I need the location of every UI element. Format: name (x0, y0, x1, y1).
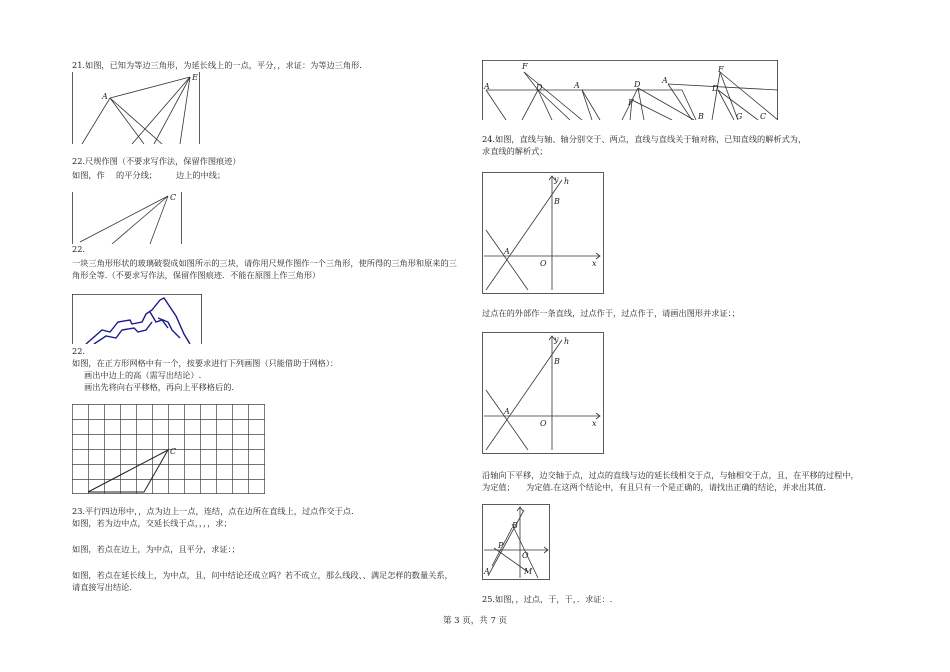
label-h: h (564, 177, 570, 186)
label-B: B (512, 521, 518, 530)
q23-line1: 23.平行四边形中，，点为边上一点，连结，点在边所在直线上，过点作交于点. (72, 506, 354, 516)
q23-line4: 如图，若点在延长线上，为中点，且，问中结论还成立吗？若不成立，那么线段、、满足怎样的数量关系， (72, 570, 453, 580)
q24-line1: 24.如图，直线与轴、轴分别交于、两点，直线与直线关于轴对称，已知直线的解析式为， (482, 134, 807, 144)
q24-line5b: 为定值.在这两个结论中，有且只有一个是正确的，请找出正确的结论，并求出其值. (526, 482, 826, 492)
label-D2: D (634, 80, 641, 89)
q22b-line2: 角形全等.（不要求写作法，保留作图痕迹．不能在原图上作三角形） (72, 270, 321, 280)
label-A: A (484, 567, 490, 576)
label-F3: F (718, 65, 724, 74)
figure-q22b-glass (72, 294, 202, 344)
label-A3: A (662, 76, 668, 85)
q21-text: 21.如图，已知为等边三角形，为延长线上的一点，平分，，求证：为等边三角形. (72, 60, 362, 70)
label-F2: F (628, 98, 634, 107)
q24-line2: 求直线的解析式； (482, 146, 548, 156)
label-A2: A (574, 81, 580, 90)
label-x: x (592, 419, 597, 428)
label-O: O (522, 551, 529, 560)
figure-q24-axes-1 (482, 172, 604, 294)
label-y: y (554, 175, 559, 184)
page-footer: 第 3 页，共 7 页 (442, 616, 508, 626)
label-A: A (102, 92, 108, 101)
q24-line5: 为定值； (482, 482, 515, 492)
label-E: E (192, 73, 198, 82)
label-A: A (504, 407, 510, 416)
q22a-line1: 22.尺规作图（不要求写作法，保留作图痕迹） (72, 156, 241, 166)
label-C: C (170, 193, 177, 202)
figure-q24-axes-2 (482, 332, 604, 454)
label-B3: B (698, 112, 704, 120)
label-B: B (554, 357, 560, 366)
figure-q24-translate (482, 504, 550, 580)
q22c-line2: 画出中边上的高（需写出结论）. (84, 370, 202, 380)
label-B: B (554, 197, 560, 206)
label-M: M (524, 567, 533, 576)
q23-line5: 请直接写出结论. (72, 582, 132, 592)
q22c-line3: 画出先将向右平移格，再向上平移格后的. (84, 382, 234, 392)
figure-q21 (72, 72, 200, 144)
q22b-num: 22. (72, 244, 86, 254)
figure-q22c-grid (72, 404, 266, 494)
q22c-num: 22. (72, 346, 86, 356)
label-y: y (554, 335, 559, 344)
q24-line4: 沿轴向下平移，边交轴于点，过点的直线与边的延长线相交于点，与轴相交于点，且，在平移的过程中， (482, 470, 859, 480)
label-C: C (170, 447, 177, 456)
q23-line3: 如图，若点在边上，为中点，且平分，求证：； (72, 544, 240, 554)
label-x: x (592, 259, 597, 268)
q22c-line1: 如图，在正方形网格中有一个，按要求进行下列画图（只能借助于网格）： (72, 358, 339, 368)
q22a-line2: 如图，作 (72, 170, 105, 180)
label-D3: D (712, 84, 719, 93)
label-h: h (564, 337, 570, 346)
figure-top-right-triangles (482, 60, 778, 120)
label-F1: F (522, 62, 528, 71)
figure-q22a (72, 192, 182, 244)
label-C3: C (760, 112, 767, 120)
label-O: O (540, 259, 547, 268)
q23-line2: 如图，若为边中点，交延长线于点，，，，求； (72, 518, 232, 528)
label-P: P (498, 541, 504, 550)
q24-line3: 过点在的外部作一条直线，过点作于，过点作于，请画出图形并求证：； (482, 308, 740, 318)
label-A: A (504, 247, 510, 256)
q25-text: 25.如图，，过点，于，于，．求证：. (482, 594, 613, 604)
label-O: O (540, 419, 547, 428)
label-D1: D (536, 83, 543, 92)
q22a-line2c: 边上的中线； (176, 170, 226, 180)
label-A1: A (484, 82, 490, 91)
label-G3: G (736, 112, 743, 120)
q22b-line1: 一块三角形形状的玻璃破裂成如图所示的三块，请你用尺规作图作一个三角形，使所得的三角形和原来的三 (72, 258, 457, 268)
q22a-line2b: 的平分线； (116, 170, 157, 180)
